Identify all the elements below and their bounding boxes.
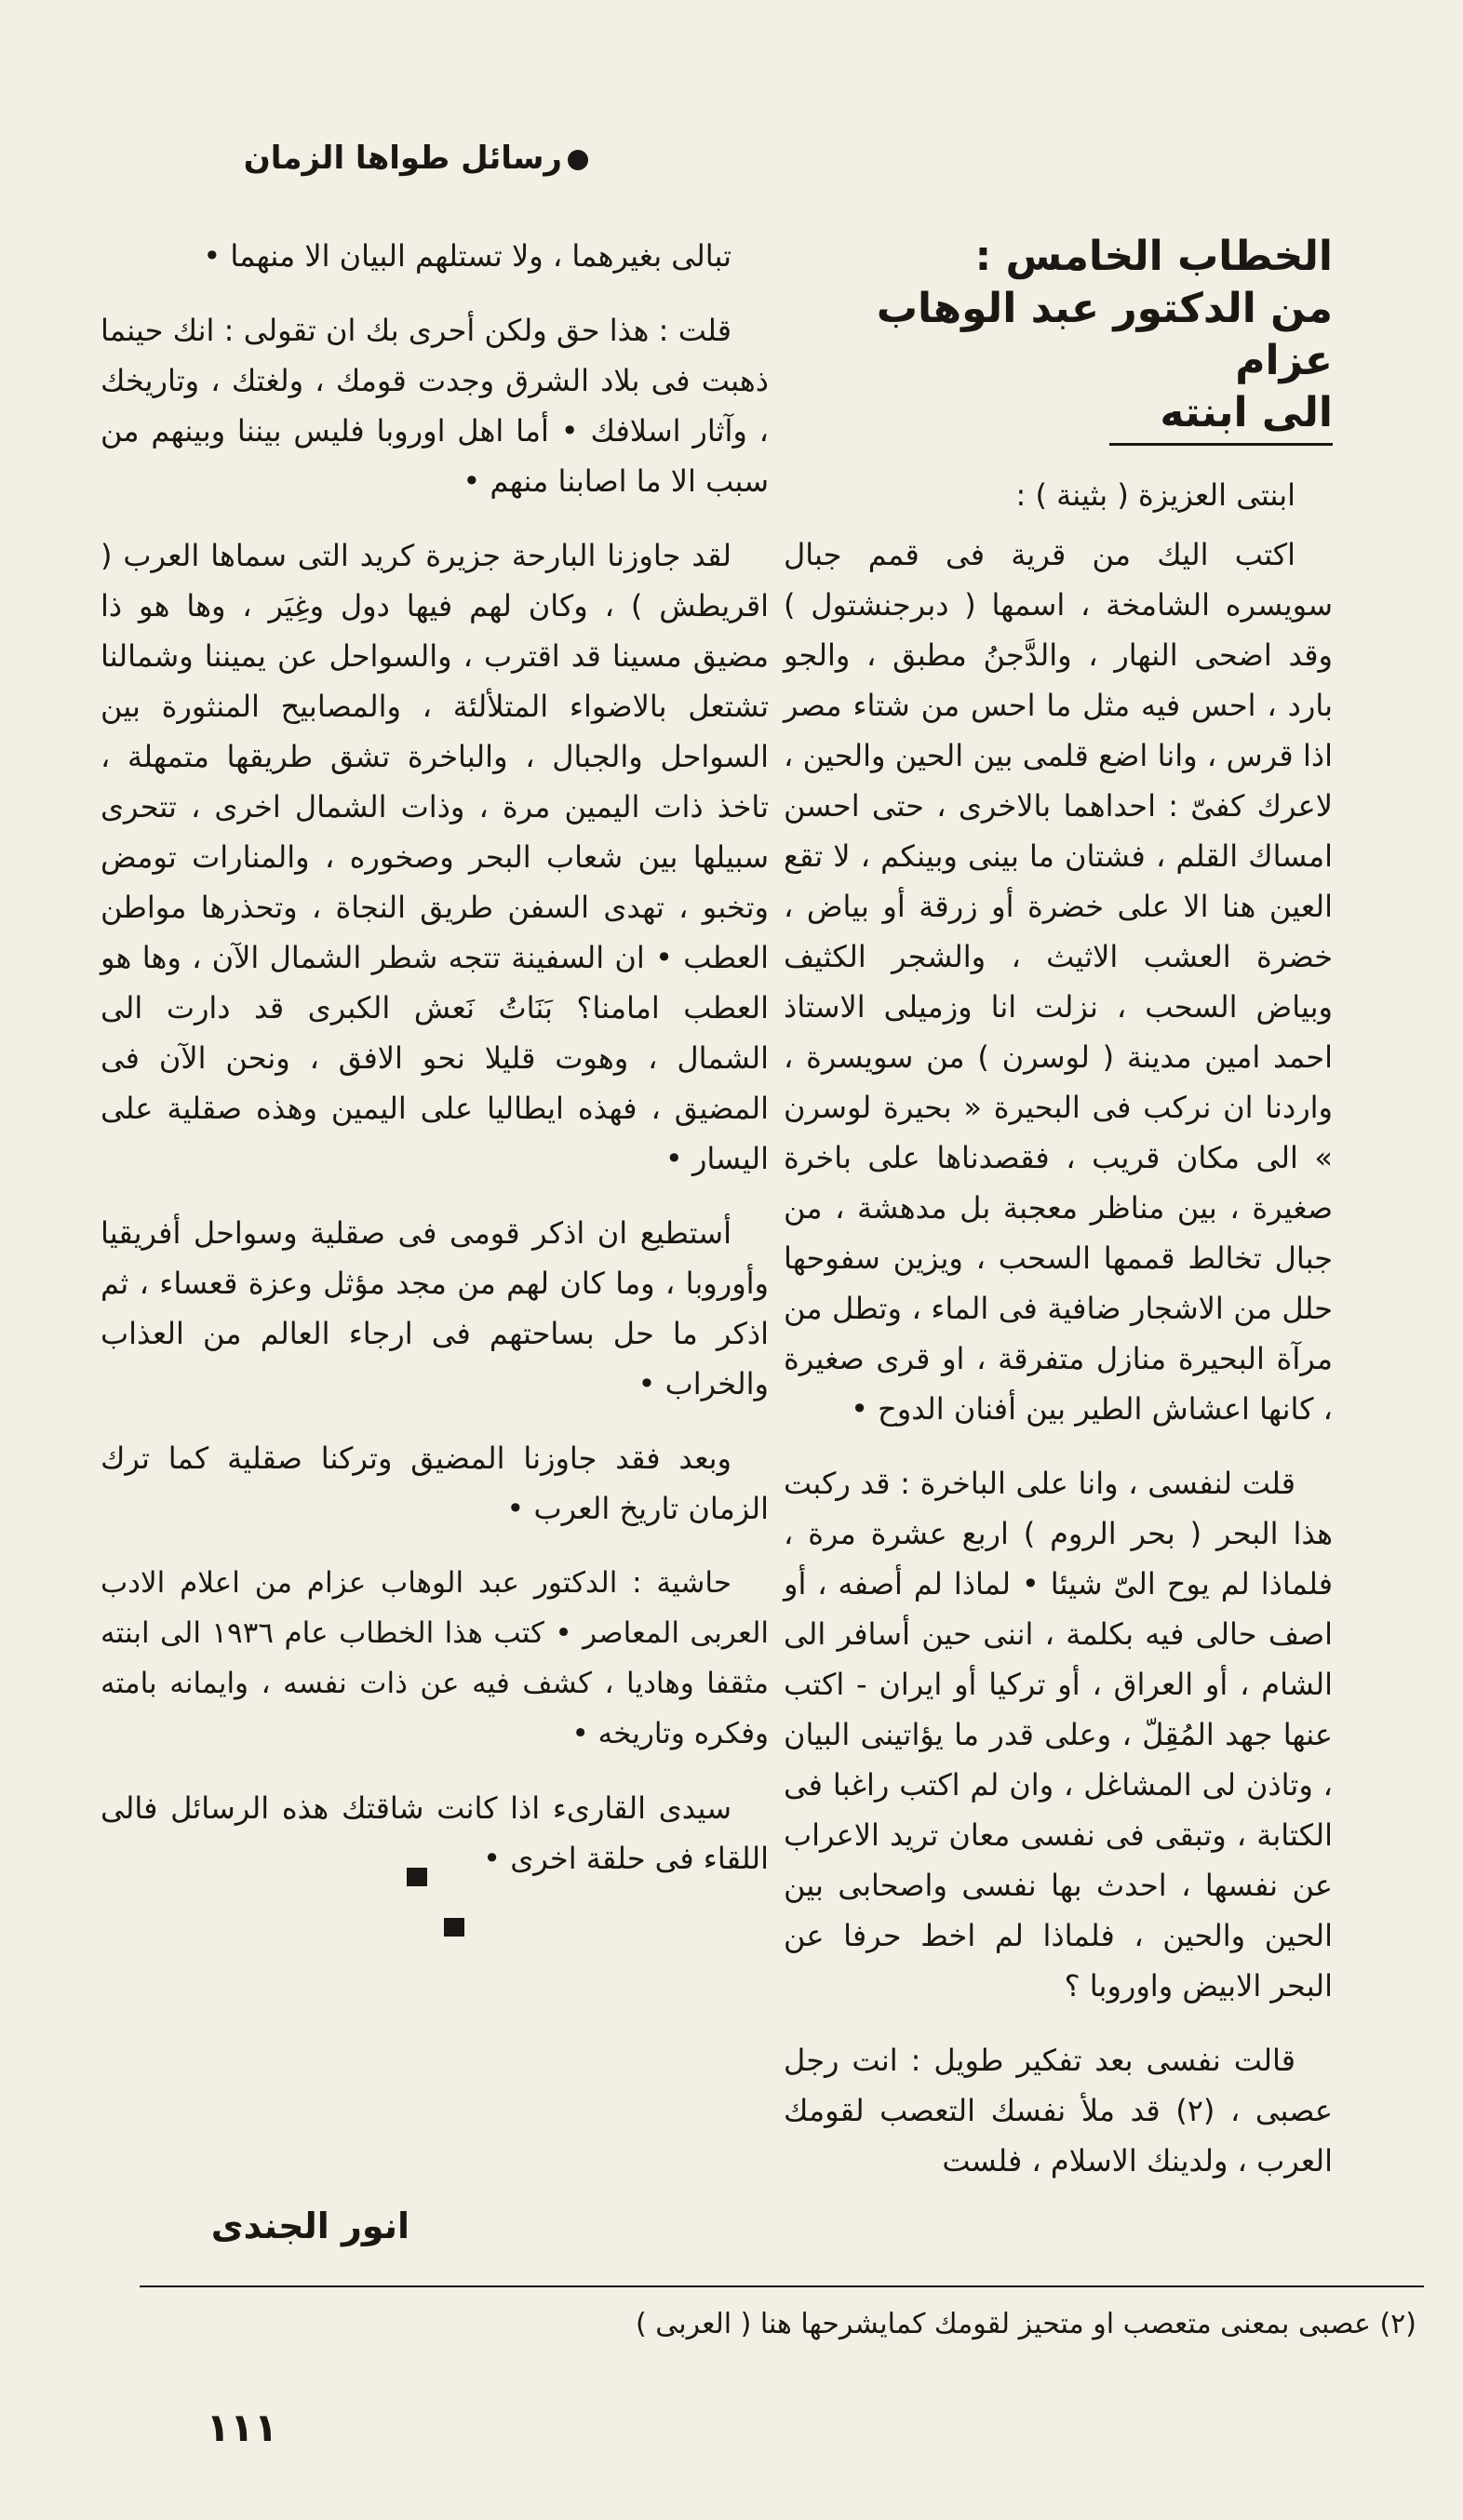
paragraph: قلت : هذا حق ولكن أحرى بك ان تقولى : انك حينما ذهبت فى بلاد الشرق وجدت قومك ، ولغتك ، وتاريخك ، وآثار اسلافك • أما اهل اوروبا فليس بيننا وبينهم من سبب الا ما اصابنا منهم •: [101, 313, 769, 499]
left-column: [101, 231, 769, 1908]
article-title: [784, 231, 1333, 446]
running-head: [104, 140, 588, 177]
editor-note: حاشية : الدكتور عبد الوهاب عزام من اعلام الادب العربى المعاصر • كتب هذا الخطاب عام ١٩٣٦ الى ابنته مثقفا وهاديا ، كشف فيه عن ذات نفسه ، وايمانه بامته وفكره وتاريخه •: [101, 1566, 769, 1750]
paragraph: قلت لنفسى ، وانا على الباخرة : قد ركبت هذا البحر ( بحر الروم ) اربع عشرة مرة ، فلماذا لم يوح الىّ شيئا • لماذا لم أصفه ، أو اصف حالى فيه بكلمة ، اننى حين أسافر الى الشام ، أو العراق ، أو تركيا أو ايران - اكتب عنها جهد المُقِلّ ، وعلى قدر ما يؤاتينى البيان ، وتاذن لى المشاغل ، وان لم اكتب راغبا فى الكتابة ، وتبقى فى نفسى معان تريد الاعراب عن نفسها ، احدث بها نفسى واصحابى بين الحين والحين ، فلماذا لم اخط حرفا عن البحر الابيض واوروبا ؟: [784, 1466, 1333, 2004]
paragraph: تبالى بغيرهما ، ولا تستلهم البيان الا منهما •: [203, 238, 732, 274]
footnote-divider: [140, 2285, 1424, 2287]
salutation: ابنتى العزيزة ( بثينة ) :: [1015, 477, 1295, 513]
paragraph: لقد جاوزنا البارحة جزيرة كريد التى سماها العرب ( اقريطش ) ، وكان لهم فيها دول وغِيَر ، وها هو ذا مضيق مسينا قد اقترب ، والسواحل عن يميننا وشمالنا تشتعل بالاضواء المتلألئة ، والمصابيح المنثورة بين السواحل والجبال ، والباخرة تشق طريقها متمهلة ، تاخذ ذات اليمين مرة ، وذات الشمال اخرى ، تتحرى سبيلها بين شعاب البحر وصخوره ، والمنارات تومض وتخبو ، تهدى السفن طريق النجاة ، وتحذرها مواطن العطب • ان السفينة تتجه شطر الشمال الآن ، وها هو العطب امامنا؟ بَنَاتُ نَعش الكبرى قد دارت الى الشمال ، وهوت قليلا نحو الافق ، ونحن الآن فى المضيق ، فهذه ايطاليا على اليمين وهذه صقلية على اليسار •: [101, 538, 769, 1176]
title-line: الخطاب الخامس :: [974, 233, 1333, 280]
author-signature: انور الجندى: [210, 2205, 409, 2246]
footnote: (٢) عصبى بمعنى متعصب او متحيز لقومك كمايشرحها هنا ( العربى ): [635, 2308, 1416, 2340]
title-line: الى ابنته: [1160, 389, 1333, 436]
running-head-text: رسائل طواها الزمان: [243, 140, 562, 177]
closing-text: سيدى القارىء اذا كانت شاقتك هذه الرسائل فالى اللقاء فى حلقة اخرى •: [101, 1790, 769, 1876]
paragraph: أستطيع ان اذكر قومى فى صقلية وسواحل أفريقيا وأوروبا ، وما كان لهم من مجد مؤثل وعزة قعساء ، ثم اذكر ما حل بساحتهم فى ارجاء العالم من العذاب والخراب •: [101, 1215, 769, 1401]
paragraph: قالت نفسى بعد تفكير طويل : انت رجل عصبى ، (٢) قد ملأ نفسك التعصب لقومك العرب ، ولدينك الاسلام ، فلست: [784, 2043, 1334, 2178]
title-underline: [1109, 443, 1333, 446]
end-ornament-icon: [416, 1851, 464, 1870]
closing-paragraph: [101, 1783, 769, 1883]
bullet-icon: [568, 150, 588, 170]
page-number: ١١١: [206, 2405, 278, 2450]
paragraph: اكتب اليك من قرية فى قمم جبال سويسره الشامخة ، اسمها ( دبرجنشتول ) وقد اضحى النهار ، والدَّجنُ مطبق ، والجو بارد ، احس فيه مثل ما احس من شتاء مصر اذا قرس ، وانا اضع قلمى بين الحين والحين ، لاعرك كفىّ : احداهما بالاخرى ، حتى احسن امساك القلم ، فشتان ما بينى وبينكم ، لا تقع العين هنا الا على خضرة أو زرقة أو بياض ، خضرة العشب الاثيث ، والشجر الكثيف وبياض السحب ، نزلت انا وزميلى الاستاذ احمد امين مدينة ( لوسرن ) من سويسرة ، واردنا ان نركب فى البحيرة « بحيرة لوسرن » الى مكان قريب ، فقصدناها على باخرة صغيرة ، بين مناظر معجبة بل مدهشة ، من جبال تخالط قممها السحب ، ويزين سفوحها حلل من الاشجار ضافية فى الماء ، وتطل من مرآة البحيرة منازل متفرقة ، او قرى صغيرة ، كانها اعشاش الطير بين أفنان الدوح •: [784, 537, 1333, 1427]
right-column: [784, 231, 1333, 2210]
title-line: من الدكتور عبد الوهاب عزام: [876, 285, 1333, 384]
paragraph: وبعد فقد جاوزنا المضيق وتركنا صقلية كما ترك الزمان تاريخ العرب •: [101, 1441, 769, 1526]
